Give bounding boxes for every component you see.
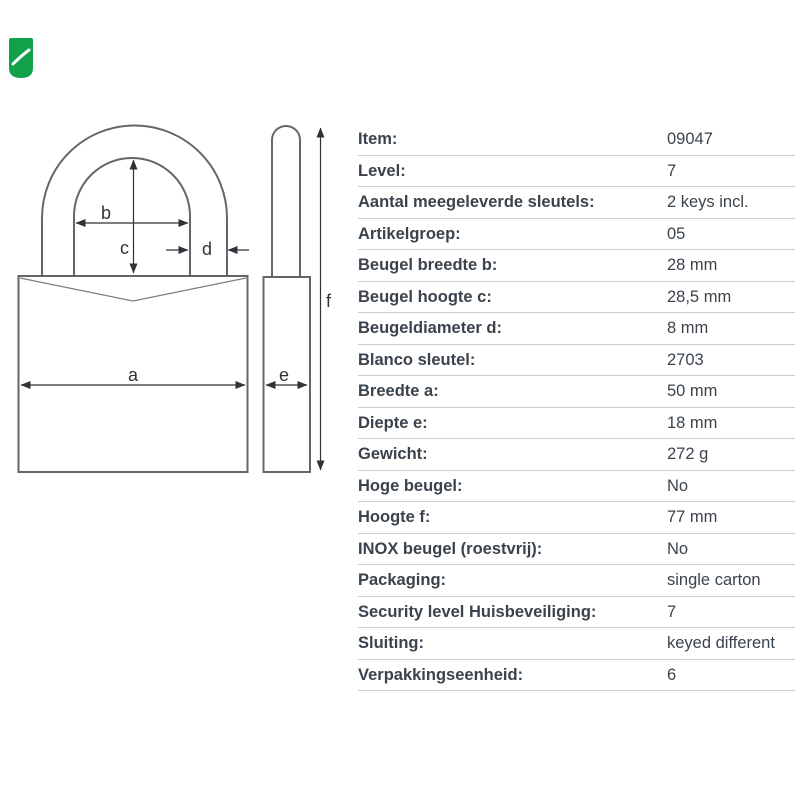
spec-label: Diepte e: <box>358 413 428 432</box>
spec-row <box>358 282 795 314</box>
spec-value: 2703 <box>667 350 704 369</box>
spec-row <box>358 565 795 597</box>
spec-row <box>358 471 795 503</box>
spec-row <box>358 250 795 282</box>
spec-label: Level: <box>358 161 406 180</box>
label-e: e <box>278 365 290 385</box>
spec-label: Blanco sleutel: <box>358 350 476 369</box>
spec-table <box>358 124 795 691</box>
spec-value: 09047 <box>667 130 713 148</box>
spec-label: Security level Huisbeveiliging: <box>358 602 597 621</box>
spec-label: Packaging: <box>358 571 447 589</box>
spec-row <box>358 313 795 345</box>
spec-row <box>358 660 795 692</box>
spec-value: 28,5 mm <box>667 287 732 306</box>
spec-value: keyed different <box>667 634 775 652</box>
spec-row <box>358 156 795 188</box>
spec-row <box>358 408 795 440</box>
spec-row <box>358 439 795 471</box>
label-f: f <box>326 291 332 311</box>
spec-value: 8 mm <box>667 319 709 337</box>
spec-value: 6 <box>667 665 677 684</box>
spec-value: 77 mm <box>667 508 718 526</box>
spec-value: 2 keys incl. <box>667 193 749 211</box>
spec-row <box>358 597 795 629</box>
spec-row <box>358 628 795 660</box>
dimension-arrows <box>21 128 321 470</box>
spec-value: 28 mm <box>667 256 718 274</box>
spec-label: Hoogte f: <box>358 508 431 526</box>
spec-label: Beugel breedte b: <box>358 256 498 274</box>
shackle-side <box>272 126 300 277</box>
spec-value: 18 mm <box>667 413 718 432</box>
spec-value: No <box>667 539 689 558</box>
spec-value: No <box>667 476 689 495</box>
body-chevron-line <box>20 278 246 301</box>
spec-label: Hoge beugel: <box>358 476 463 495</box>
spec-label: Beugel hoogte c: <box>358 287 492 306</box>
spec-row <box>358 124 795 156</box>
spec-value: 272 g <box>667 445 709 463</box>
shackle-inner-arc <box>74 158 190 276</box>
spec-value: 50 mm <box>667 382 718 400</box>
spec-value: 7 <box>667 161 677 180</box>
spec-row <box>358 534 795 566</box>
spec-value: single carton <box>667 571 761 589</box>
padlock-dimension-diagram <box>0 0 350 800</box>
spec-row <box>358 219 795 251</box>
label-b: b <box>100 203 112 223</box>
spec-label: Breedte a: <box>358 382 439 400</box>
spec-row <box>358 502 795 534</box>
label-a: a <box>127 365 139 385</box>
spec-label: Gewicht: <box>358 445 428 463</box>
spec-label: Artikelgroep: <box>358 224 461 243</box>
spec-label: Sluiting: <box>358 634 424 652</box>
spec-row <box>358 376 795 408</box>
label-c: c <box>120 238 129 258</box>
spec-row <box>358 345 795 377</box>
spec-label: Verpakkingseenheid: <box>358 665 524 684</box>
spec-label: Item: <box>358 130 398 148</box>
spec-label: INOX beugel (roestvrij): <box>358 539 543 558</box>
spec-label: Beugeldiameter d: <box>358 319 502 337</box>
spec-label: Aantal meegeleverde sleutels: <box>358 193 595 211</box>
spec-row <box>358 187 795 219</box>
shackle-outer-arc <box>42 126 227 276</box>
spec-value: 7 <box>667 602 677 621</box>
label-d: d <box>201 239 213 259</box>
padlock-side-view <box>264 126 311 472</box>
spec-value: 05 <box>667 224 686 243</box>
dimension-labels <box>101 203 332 385</box>
